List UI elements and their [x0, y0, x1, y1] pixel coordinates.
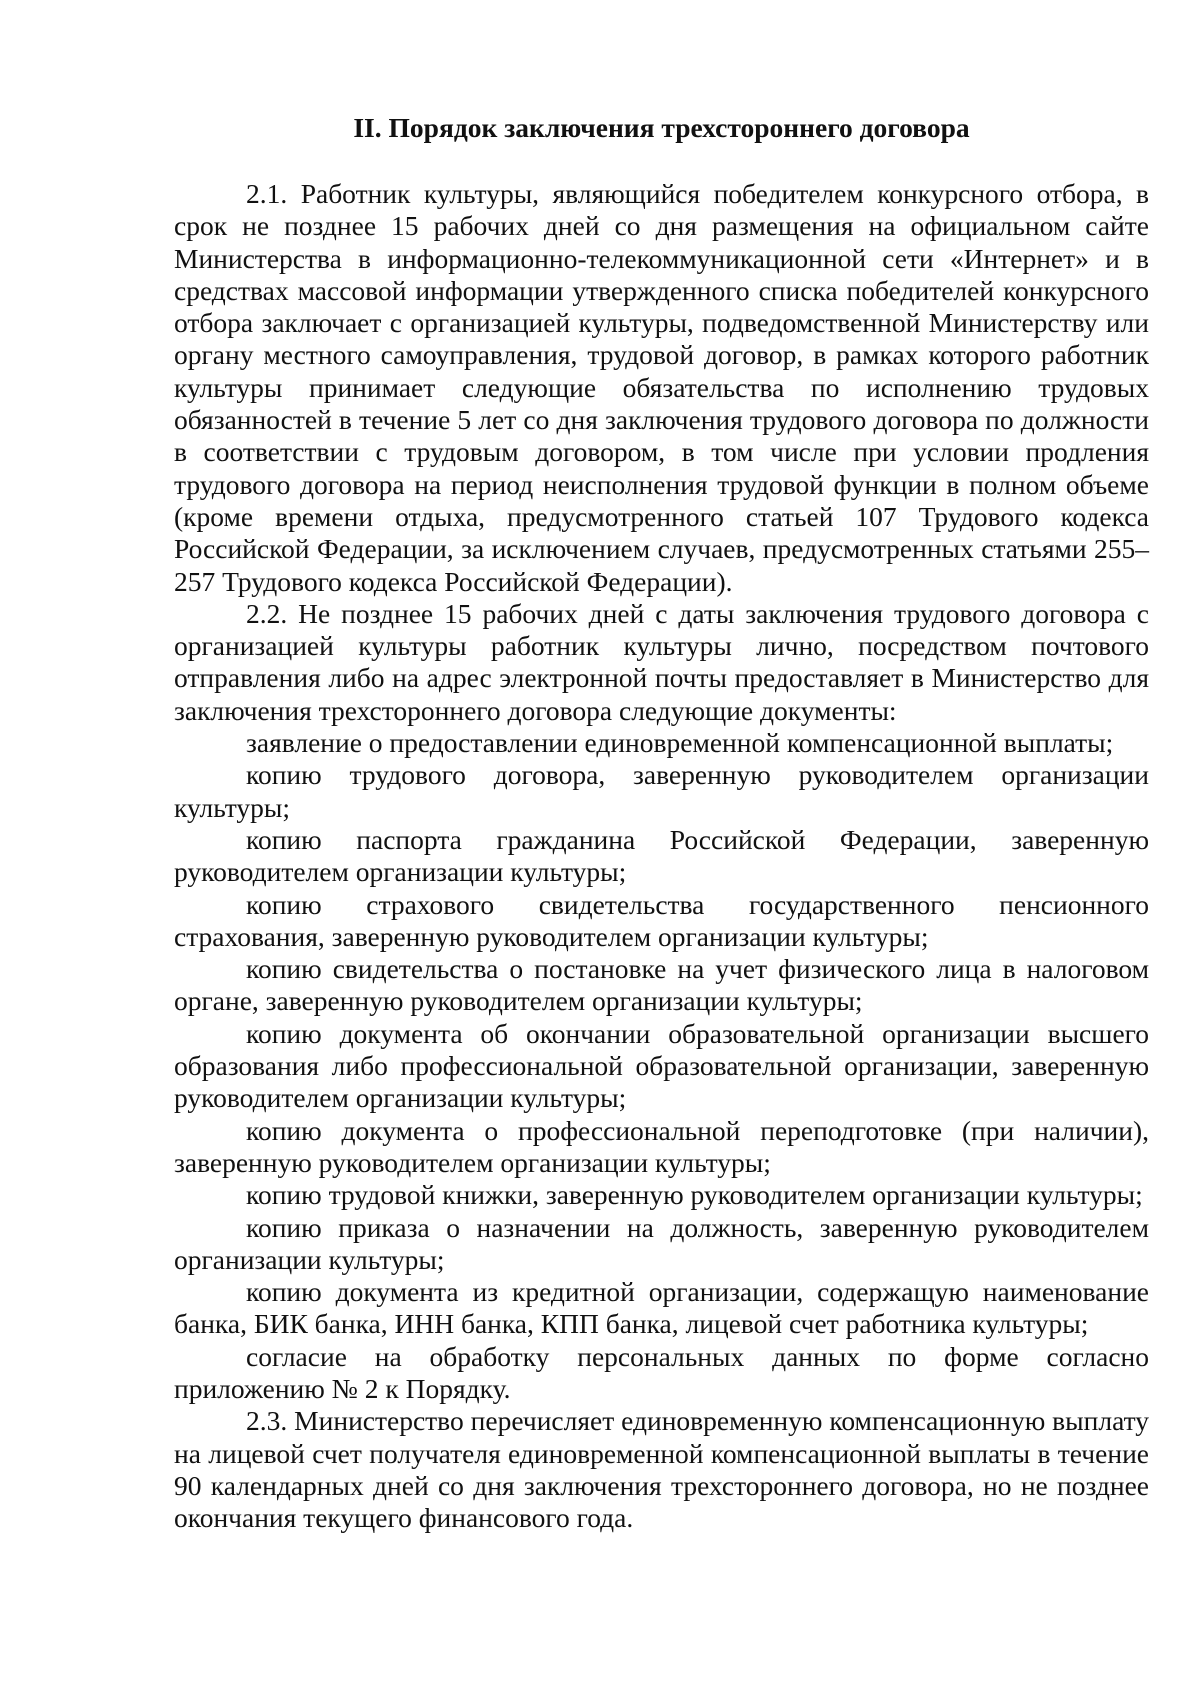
document-list-item: копию страхового свидетельства государственного пенсионного страхования, заверенную руководителем организации культуры; [174, 888, 1149, 952]
document-list-item: копию приказа о назначении на должность, заверенную руководителем организации культуры; [174, 1211, 1149, 1275]
section-title: II. Порядок заключения трехстороннего договора [353, 112, 970, 143]
document-list-item: копию трудового договора, заверенную руководителем организации культуры; [174, 759, 1149, 823]
document-list-item: согласие на обработку персональных данных по форме согласно приложению № 2 к Порядку. [174, 1340, 1149, 1404]
paragraph-2-3: 2.3. Министерство перечисляет единовременную компенсационную выплату на лицевой счет получателя единовременной компенсационной выплаты в течение 90 календарных дней со дня заключения трехстороннего договора, но не позднее окончания текущего финансового года. [174, 1405, 1149, 1534]
paragraph-2-1: 2.1. Работник культуры, являющийся победителем конкурсного отбора, в срок не позднее 15 рабочих дней со дня размещения на официальном сайте Министерства в информационно-телекоммуникационной сети «Интернет» и в средствах массовой информации утвержденного списка победителей конкурсного отбора заключает с организацией культуры, подведомственной Министерству или органу местного самоуправления, трудовой договор, в рамках которого работник культуры принимает следующие обязательства по исполнению трудовых обязанностей в течение 5 лет со дня заключения трудового договора по должности в соответствии с трудовым договором, в том числе при условии продления трудового договора на период неисполнения трудовой функции в полном объеме (кроме времени отдыха, предусмотренного статьей 107 Трудового кодекса Российской Федерации, за исключением случаев, предусмотренных статьями 255–257 Трудового кодекса Российской Федерации). [174, 178, 1149, 597]
document-list-item: копию паспорта гражданина Российской Федерации, заверенную руководителем организации культуры; [174, 823, 1149, 888]
document-list-item: копию трудовой книжки, заверенную руководителем организации культуры; [246, 1179, 1143, 1211]
document-list-item: копию документа из кредитной организации, содержащую наименование банка, БИК банка, ИНН банка, КПП банка, лицевой счет работника культуры; [174, 1276, 1149, 1340]
document-list-item: копию документа об окончании образовательной организации высшего образования либо профессиональной образовательной организации, заверенную руководителем организации культуры; [174, 1017, 1149, 1114]
document-list-item: заявление о предоставлении единовременной компенсационной выплаты; [246, 727, 1114, 759]
document-list-item: копию свидетельства о постановке на учет физического лица в налоговом органе, заверенную руководителем организации культуры; [174, 953, 1149, 1017]
document-page [174, 112, 1149, 1534]
document-list-item: копию документа о профессиональной переподготовке (при наличии), заверенную руководителем организации культуры; [174, 1114, 1149, 1178]
paragraph-2-2: 2.2. Не позднее 15 рабочих дней с даты заключения трудового договора с организацией культуры работник культуры лично, посредством почтового отправления либо на адрес электронной почты предоставляет в Министерство для заключения трехстороннего договора следующие документы: [174, 597, 1149, 726]
